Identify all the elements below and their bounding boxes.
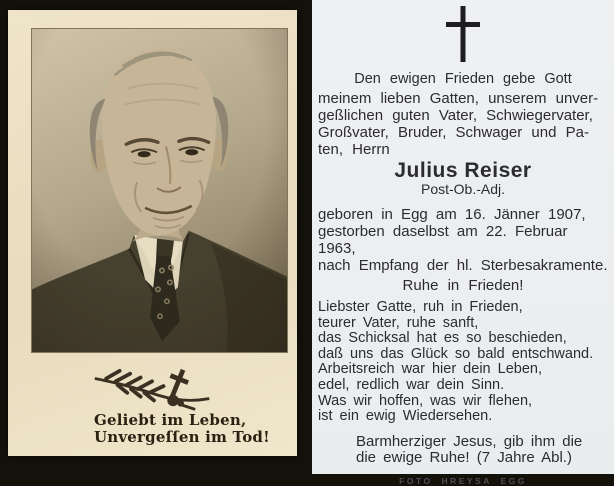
closing-prayer (356, 434, 608, 467)
caption-line-1: Geliebt im Leben, (94, 411, 247, 429)
photo-card (8, 10, 297, 456)
dates-line: geboren in Egg am 16. Jänner 1907, (318, 206, 586, 223)
poem-line: das Schicksal hat es so beschieden, (318, 330, 567, 347)
dedication-line: Großvater, Bruder, Schwager und Pa- (318, 124, 589, 141)
prayer-line: die ewige Ruhe! (7 Jahre Abl.) (356, 449, 572, 467)
deceased-title: Post-Ob.-Adj. (420, 181, 506, 197)
poem-line: edel, redlich war dein Sinn. (318, 376, 505, 393)
poem-line: teurer Vater, ruhe sanft, (318, 314, 479, 331)
poem-line: Liebster Gatte, ruh in Frieden, (318, 299, 523, 315)
life-dates-paragraph (318, 206, 608, 274)
dates-line: nach Empfang der hl. Sterbesakramente. (318, 257, 608, 274)
memorial-caption (94, 412, 270, 445)
poem-line: Arbeitsreich war hier dein Leben, (318, 361, 542, 378)
portrait-photo (31, 28, 288, 353)
latin-cross-icon (441, 6, 485, 62)
dedication-line: ten, Herrn (318, 141, 390, 158)
poem-line: Was wir hoffen, was wir flehen, (318, 392, 533, 409)
memorial-text-card (312, 0, 614, 486)
cross-and-palm-ornament-icon (8, 367, 297, 416)
dedication-paragraph (318, 90, 608, 158)
dates-line: gestorben daselbst am 22. Februar 1963, (318, 223, 568, 257)
intro-line: Den ewigen Frieden gebe Gott (354, 71, 572, 87)
rest-in-peace-line: Ruhe in Frieden! (402, 277, 524, 294)
poem-line: ist ein ewig Wiedersehen. (318, 408, 493, 425)
caption-line-2: Unvergeſſen im Tod! (94, 427, 270, 446)
deceased-name: Julius Reiser (394, 159, 532, 182)
portrait-illustration (32, 29, 287, 352)
cross-and-palm-ornament-drawing (91, 367, 215, 411)
poem-line: daß uns das Glück so bald entschwand. (318, 345, 594, 362)
memorial-poem (318, 300, 608, 425)
dedication-line: geßlichen guten Vater, Schwiegervater, (318, 107, 593, 124)
dedication-line: meinem lieben Gatten, unserem unver- (318, 90, 599, 107)
prayer-line: Barmherziger Jesus, gib ihm die (356, 432, 583, 450)
photo-credit: FOTO HREYSA EGG (399, 475, 527, 486)
